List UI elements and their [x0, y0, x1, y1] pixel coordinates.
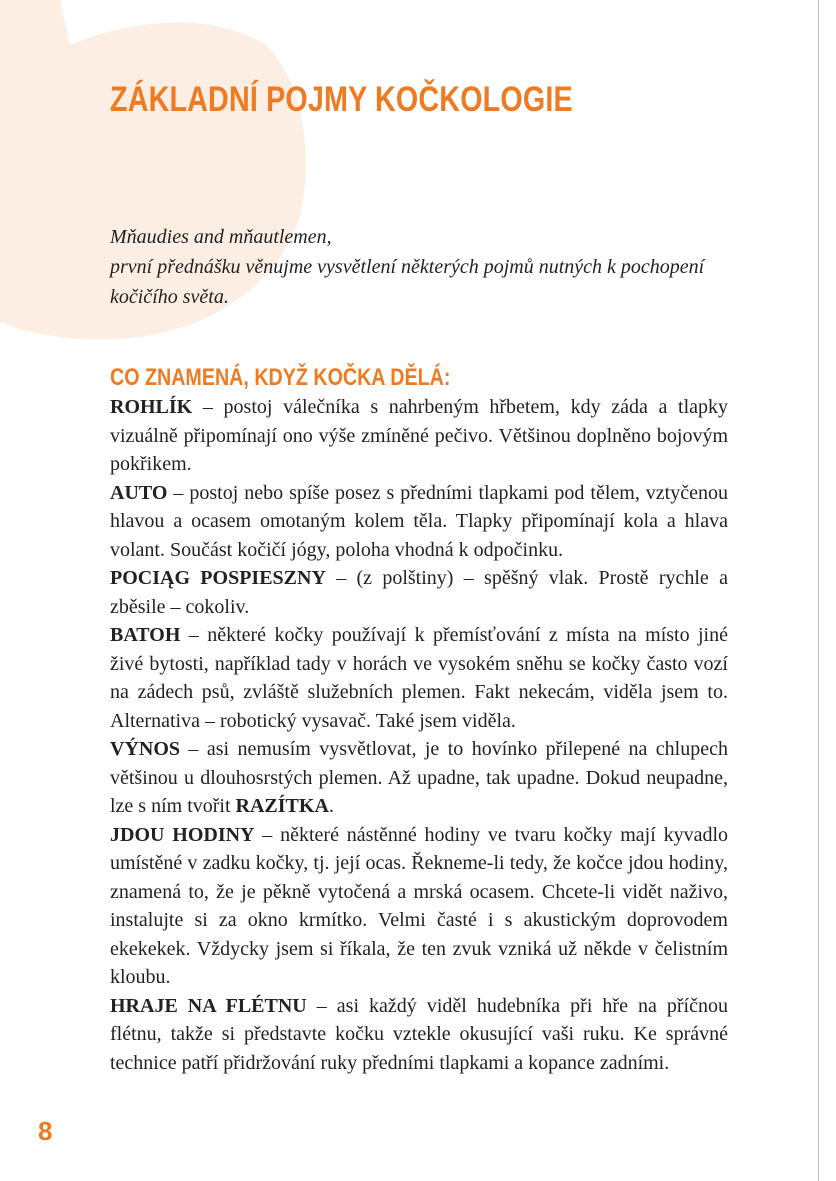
definition-text: – asi nemusím vysvětlovat, je to hovínko přilepené na chlupech většinou u dlouhosrstých plemen. Až upadne, tak upadne. Dokud neupadne, lze s ním tvořit: [110, 738, 728, 817]
definition-text: – (z polštiny) – spěšný vlak. Prostě rychle a zběsile – cokoliv.: [110, 567, 728, 618]
definition-term: HRAJE NA FLÉTNU: [110, 994, 307, 1017]
definition-term: POCIĄG POSPIESZNY: [110, 567, 326, 589]
definitions-list: [110, 393, 728, 1077]
definition-text: – postoj nebo spíše posez s předními tlapkami pod tělem, vztyčenou hlavou a ocasem omotaným kolem těla. Tlapky připomínají kola a hlava volant. Součást kočičí jógy, poloha vhodná k odpočinku.: [110, 481, 728, 561]
page-edge-line: [818, 0, 819, 1181]
intro-greeting: Mňaudies and mňautlemen,: [110, 226, 332, 248]
definition-item: [110, 564, 728, 621]
page-title: ZÁKLADNÍ POJMY KOČKOLOGIE: [110, 80, 573, 119]
definition-text: – postoj válečníka s nahrbeným hřbetem, kdy záda a tlapky vizuálně připomínají ono výše zmíněné pečivo. Většinou doplněno bojovým pokřikem.: [110, 396, 728, 475]
definition-item: [110, 992, 728, 1078]
definition-term: AUTO: [110, 481, 168, 504]
definition-item: [110, 821, 728, 992]
definition-term: VÝNOS: [110, 738, 181, 760]
intro-text: první přednášku věnujme vysvětlení některých pojmů nutných k pochopení kočičího světa.: [110, 256, 705, 308]
section-heading: CO ZNAMENÁ, KDYŽ KOČKA DĚLÁ:: [110, 364, 451, 391]
intro-paragraph: [110, 222, 730, 312]
definition-term: ROHLÍK: [110, 396, 193, 418]
definition-text: – asi každý viděl hudebníka při hře na příčnou flétnu, takže si představte kočku vztekle okusující vaši ruku. Ke správné technice patří přidržování ruky předními tlapkami a kopance zadními.: [110, 994, 728, 1074]
definition-text: – některé nástěnné hodiny ve tvaru kočky mají kyvadlo umístěné v zadku kočky, tj. její ocas. Řekneme-li tedy, že kočce jdou hodiny, znamená to, že je pěkně vytočená a mrská ocasem. Chcete-li vidět naživo, instalujte si za okno krmítko. Velmi časté i s akustickým doprovodem ekekekek. Vždycky jsem si říkala, že ten zvuk vzniká už někde v čelistním kloubu.: [110, 823, 728, 988]
definition-item: [110, 479, 728, 565]
definition-item: [110, 735, 728, 821]
definition-text-tail: .: [328, 795, 334, 817]
definition-term: BATOH: [110, 624, 181, 646]
definition-text: – některé kočky používají k přemísťování z místa na místo jiné živé bytosti, například tady v horách ve vysokém sněhu se kočky často vozí na zádech psů, zvláště služebních plemen. Fakt nekecám, viděla jsem to. Alternativa – robotický vysavač. Také jsem viděla.: [110, 624, 728, 732]
definition-term-inline: RAZÍTKA: [235, 795, 329, 817]
definition-term: JDOU HODINY: [110, 823, 255, 846]
definition-item: [110, 393, 728, 479]
definition-item: [110, 621, 728, 735]
page-number: 8: [38, 1116, 53, 1146]
